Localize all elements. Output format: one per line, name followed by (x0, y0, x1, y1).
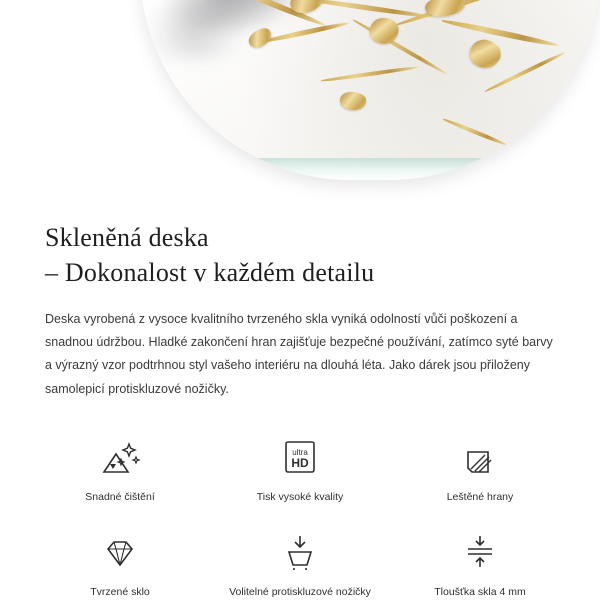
svg-text:HD: HD (291, 455, 309, 470)
feature-item (30, 435, 210, 505)
page-title (45, 220, 555, 290)
marble-smoke-3 (140, 0, 260, 60)
sparkle-cloth-icon (97, 435, 143, 481)
ultra-hd-icon (277, 435, 323, 481)
feature-grid (0, 435, 600, 600)
feature-item (30, 530, 210, 600)
hero-image (0, 0, 600, 200)
feature-item (390, 435, 570, 505)
feature-label: Tvrzené sklo (90, 586, 150, 599)
diamond-icon (97, 530, 143, 576)
gold-vein-8 (320, 65, 420, 83)
gold-blob-4 (465, 34, 506, 74)
feature-item (210, 530, 390, 600)
gold-vein-2 (260, 21, 349, 45)
glass-board-illustration (140, 0, 600, 180)
svg-text:ultra: ultra (292, 447, 308, 457)
polished-edges-icon (457, 435, 503, 481)
gold-blob-5 (339, 90, 368, 112)
feature-label: Tloušťka skla 4 mm (434, 586, 526, 599)
feature-label: Leštěné hrany (446, 490, 514, 503)
gold-ring-icon (495, 145, 531, 180)
feature-label: Tisk vysoké kvality (256, 490, 344, 503)
gold-vein-9 (442, 117, 508, 147)
feature-item (390, 530, 570, 600)
description-paragraph: Deska vyrobená z vysoce kvalitního tvrzeného skla vyniká odolností vůči poškození a snadnou údržbou. Hladké zakončení hran zajišťuje bezpečné používání, zatímco syté barvy a výrazný vzor podtrhnou styl vašeho interiéru na dlouhá léta. Jako dárek jsou přiloženy samolepicí protiskluzové nožičky. (45, 312, 553, 396)
anti-slip-feet-icon (277, 530, 323, 576)
feature-label: Volitelné protiskluzové nožičky (229, 586, 371, 599)
feature-label: Snadné čištění (85, 490, 155, 503)
gold-vein-6 (441, 18, 560, 49)
headline-line-1: Skleněná deska (45, 223, 209, 252)
thickness-arrows-icon (457, 530, 503, 576)
description-content (0, 200, 600, 401)
feature-item (210, 435, 390, 505)
headline-line-2: – Dokonalost v každém detailu (45, 258, 375, 288)
